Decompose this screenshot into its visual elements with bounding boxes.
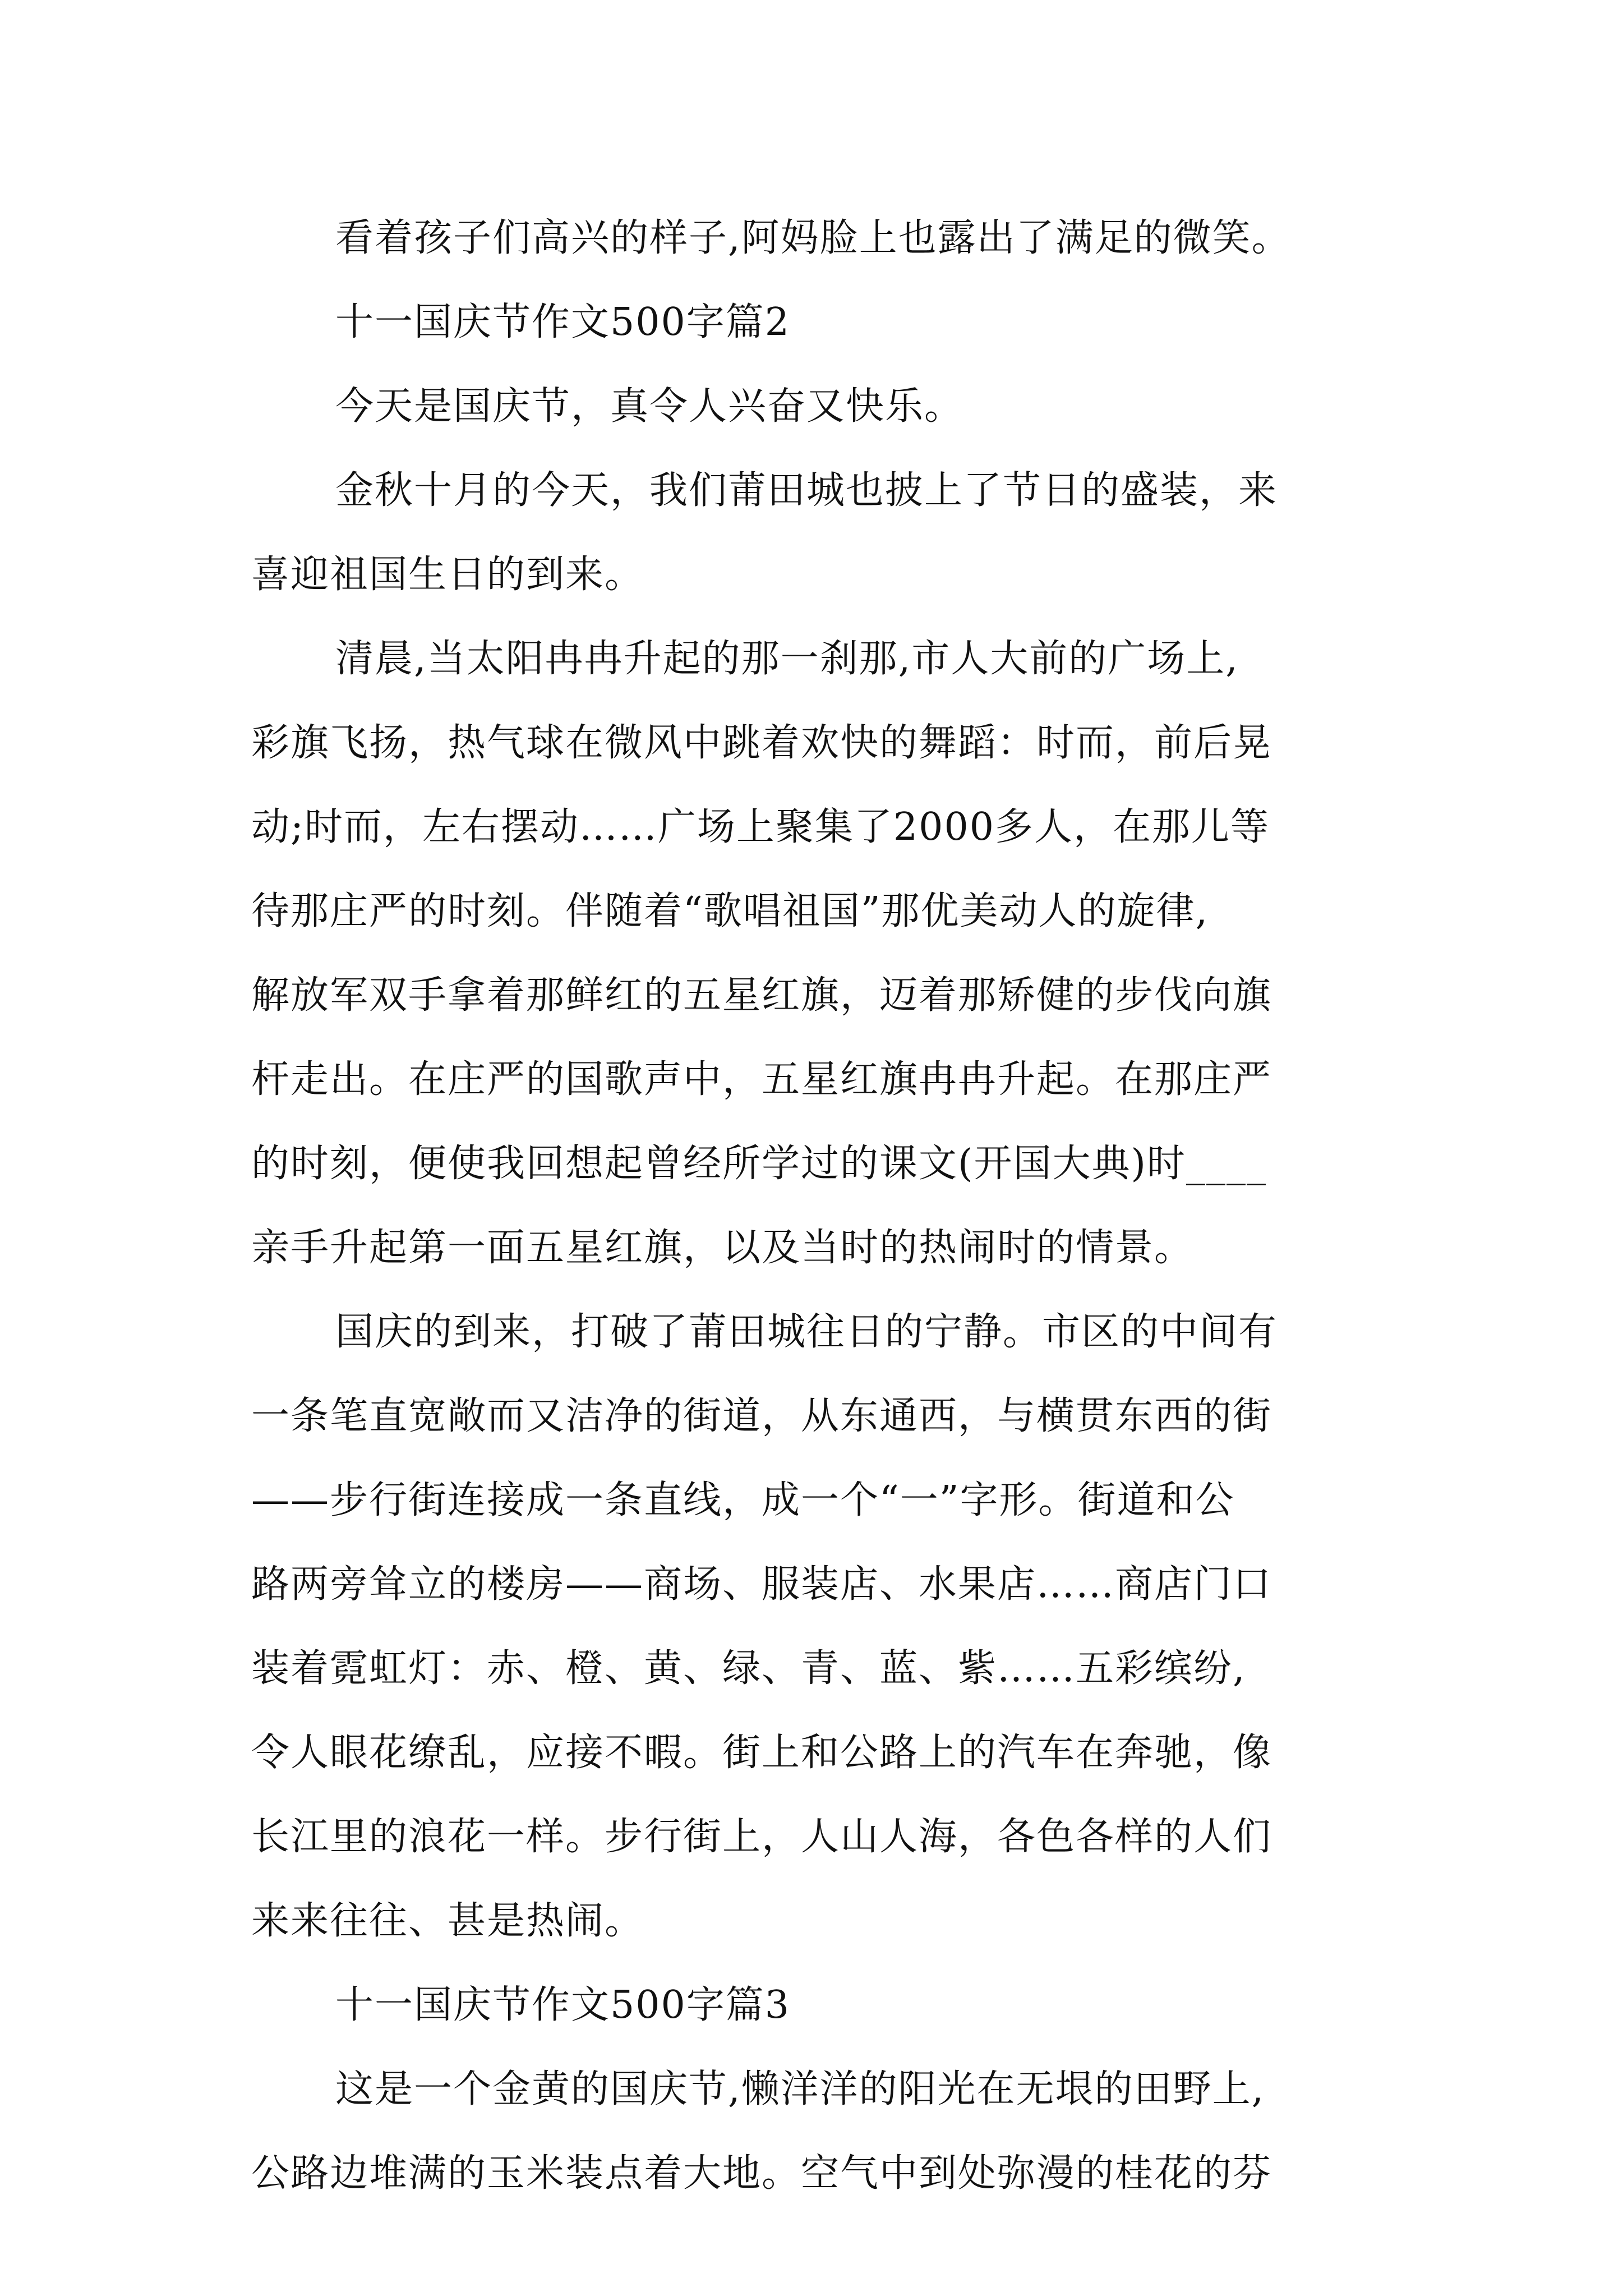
paragraph-line: 喜迎祖国生日的到来。	[251, 553, 644, 597]
paragraph-line: ——步行街连接成一条直线，成一个“一”字形。街道和公	[251, 1478, 1235, 1522]
paragraph-line: 杆走出。在庄严的国歌声中，五星红旗冉冉升起。在那庄严	[251, 1057, 1272, 1102]
paragraph-line: 今天是国庆节，真令人兴奋又快乐。	[335, 384, 964, 429]
section-heading: 十一国庆节作文500字篇2	[335, 300, 791, 344]
paragraph-line: 装着霓虹灯：赤、橙、黄、绿、青、蓝、紫……五彩缤纷,	[251, 1646, 1246, 1691]
paragraph-line: 一条笔直宽敞而又洁净的街道，从东通西，与横贯东西的街	[251, 1394, 1272, 1438]
section-heading: 十一国庆节作文500字篇3	[335, 1983, 791, 2027]
paragraph-line: 来来往往、甚是热闹。	[251, 1899, 644, 1943]
paragraph-line: 清晨,当太阳冉冉升起的那一刹那,市人大前的广场上,	[335, 637, 1239, 681]
paragraph-line: 看着孩子们高兴的样子,阿妈脸上也露出了满足的微笑。	[335, 216, 1291, 260]
paragraph-line: 公路边堆满的玉米装点着大地。空气中到处弥漫的桂花的芬	[251, 2151, 1272, 2196]
paragraph-line: 路两旁耸立的楼房——商场、服装店、水果店……商店门口	[251, 1562, 1272, 1607]
paragraph-line: 金秋十月的今天，我们莆田城也披上了节日的盛装，来	[335, 468, 1278, 513]
paragraph-line: 亲手升起第一面五星红旗，以及当时的热闹时的情景。	[251, 1226, 1194, 1270]
paragraph-line: 的时刻，便使我回想起曾经所学过的课文(开国大典)时____	[251, 1142, 1267, 1186]
paragraph-line: 令人眼花缭乱，应接不暇。街上和公路上的汽车在奔驰，像	[251, 1731, 1272, 1775]
paragraph-line: 这是一个金黄的国庆节,懒洋洋的阳光在无垠的田野上,	[335, 2067, 1265, 2111]
paragraph-line: 彩旗飞扬，热气球在微风中跳着欢快的舞蹈：时而，前后晃	[251, 721, 1272, 765]
paragraph-line: 解放军双手拿着那鲜红的五星红旗，迈着那矫健的步伐向旗	[251, 973, 1272, 1018]
paragraph-line: 长江里的浪花一样。步行街上，人山人海，各色各样的人们	[251, 1815, 1272, 1859]
paragraph-line: 国庆的到来，打破了莆田城往日的宁静。市区的中间有	[335, 1310, 1278, 1354]
paragraph-line: 动;时而，左右摆动……广场上聚集了2000多人，在那儿等	[251, 805, 1270, 849]
paragraph-line: 待那庄严的时刻。伴随着“歌唱祖国”那优美动人的旋律,	[251, 889, 1209, 933]
